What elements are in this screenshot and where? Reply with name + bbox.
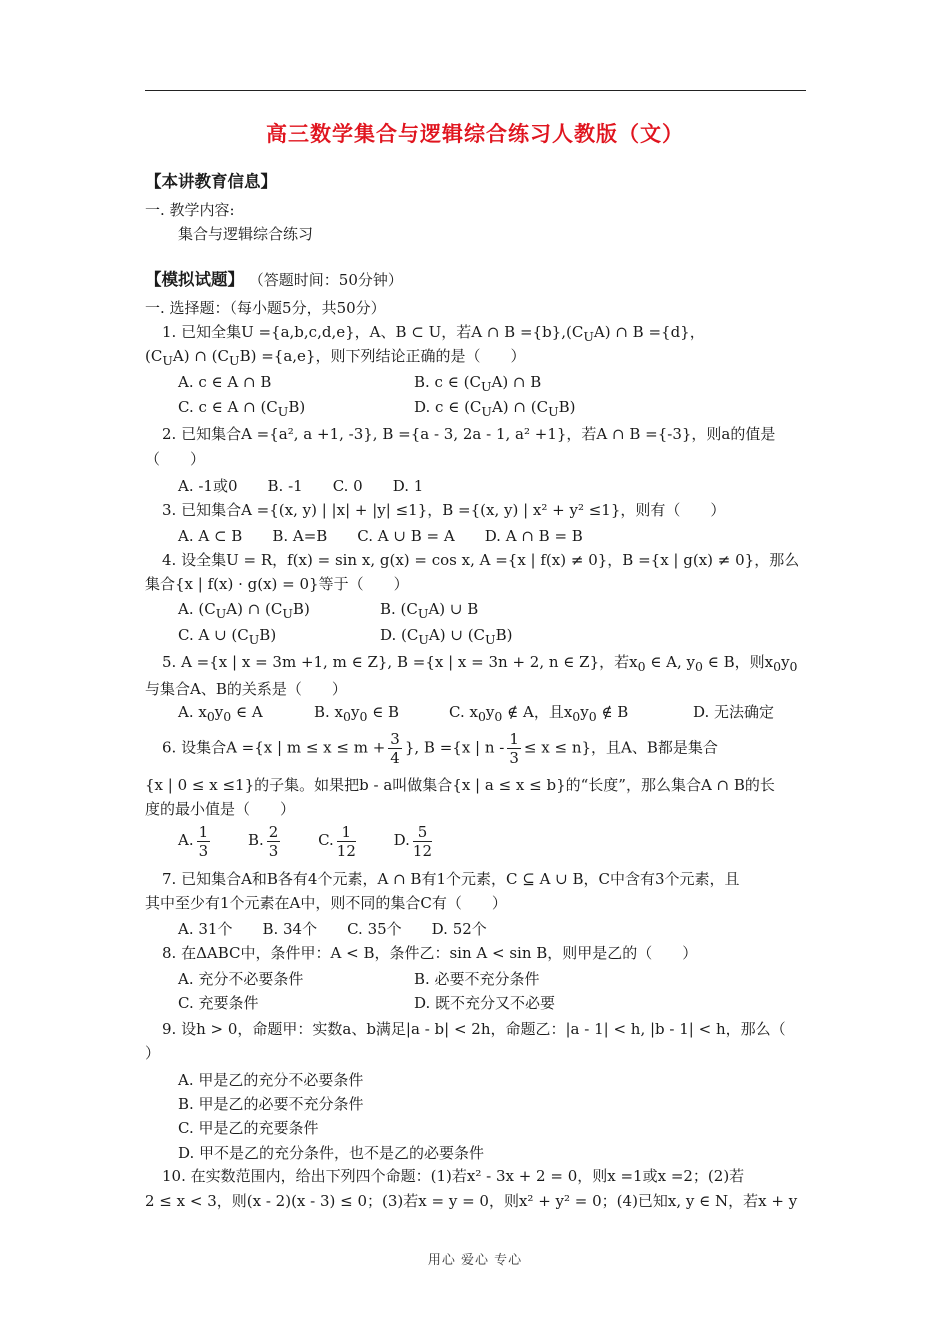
header-rule [145,90,806,91]
part-one-heading: 一. 选择题：（每小题5分，共50分） [145,299,386,317]
q9-option-d: D. 甲不是乙的充分条件，也不是乙的必要条件 [178,1144,485,1162]
q6-options: A. $\frac{1}{3}$ B. $\frac{2}{3}$ C. $\frac{1}{12}$ D. $\frac{5}{12}$ [178,822,433,860]
question-1: 1. 已知全集U ={a,b,c,d,e}，A、B ⊂ U，若A ∩ $B =\{b\},(C_UA)$ ∩ B ={d}， [162,323,705,344]
section-heading-info: 【本讲教育信息】 [145,172,277,191]
question-7-cont: 其中至少有1个元素在A中，则不同的集合C有（ ） [145,894,507,912]
q3-options: A. A ⊂ B B. A=B C. A ∪ B = A D. A ∩ B = B [178,527,583,545]
q8-option-b: B. 必要不充分条件 [414,970,540,988]
question-7: 7. 已知集合A和B各有4个元素，A ∩ B有1个元素，C ⊆ A ∪ B，C中含有3个元素，且 [162,870,740,888]
q9-option-a: A. 甲是乙的充分不必要条件 [178,1071,364,1089]
question-4: 4. 设全集U = R，f(x) = sin x, g(x) = cos x, A ={x | f(x) ≠ 0}，B ={x | g(x) ≠ 0}，那么 [162,551,800,569]
q5-option-d: D. 无法确定 [693,703,775,721]
q2-options: A. -1或0 B. -1 C. 0 D. 1 [178,477,424,495]
fraction-3-4: $\frac{3}{4}$ [390,730,400,767]
question-5-cont: 与集合A、B的关系是（ ） [145,680,347,698]
q7-options: A. 31个 B. 34个 C. 35个 D. 52个 [178,920,487,938]
q4-option-b: B. $(C_UA)$ ∪ B [380,600,479,621]
question-9-cont: ） [145,1044,161,1062]
q1-option-a: A. c ∈ A ∩ B [178,373,272,391]
section-heading-exam: 【模拟试题】 [145,270,244,289]
q6-option-c-frac: $\frac{1}{12}$ [336,822,356,860]
teaching-content-label: 一. 教学内容: [145,201,235,219]
time-note: （答题时间：50分钟） [248,271,403,289]
q6-option-d-frac: $\frac{5}{12}$ [412,822,433,860]
question-5: 5. A ={x | x = 3m +1, m ∈ Z}, B ={x | x = 3n + 2, n ∈ Z}，若$x_0$ ∈ A, $y_0$ ∈ B，则$x_0y_0$ [162,653,798,674]
q8-option-a: A. 充分不必要条件 [178,970,304,988]
q1-option-b: B. c ∈ $(C_UA)$ ∩ B [414,373,542,394]
exam-heading-line [145,270,403,290]
q5-option-b: B. $x_0y_0$ ∈ B [314,703,400,724]
q8-option-c: C. 充要条件 [178,994,259,1012]
page-title: 高三数学集合与逻辑综合练习人教版（文） [266,121,684,146]
q4-option-d: D. $(C_UA)$ ∪ $(C_UB)$ [380,626,513,647]
question-10-cont: 2 ≤ x < 3，则(x - 2)(x - 3) ≤ 0；(3)若x = y = 0，则x² + y² = 0；(4)已知x, y ∈ N，若x + y [145,1192,798,1210]
question-9: 9. 设h > 0，命题甲：实数a、b满足|a - b| < 2h，命题乙：|a - 1| < h, |b - 1| < h，那么（ [162,1020,786,1038]
question-6: 6. 设集合A ={x | m ≤ x ≤ m + $\frac{3}{4}$ }, B ={x | n - $\frac{1}{3}$ ≤ x ≤ n}，且A、B都是集合 [162,730,718,767]
question-8: 8. 在ΔABC中，条件甲：A < B，条件乙：sin A < sin B，则甲是乙的（ ） [162,944,698,962]
question-3: 3. 已知集合A ={(x, y) | |x| + |y| ≤1}，B ={(x, y) | x² + y² ≤1}，则有（ ） [162,501,726,519]
q4-option-c: C. A ∪ $(C_UB)$ [178,626,277,647]
q5-option-a: A. $x_0y_0$ ∈ A [178,703,263,724]
q4-option-a: A. $(C_UA)$ ∩ $(C_UB)$ [178,600,310,621]
q8-option-d: D. 既不充分又不必要 [414,994,556,1012]
q6-option-b-frac: $\frac{2}{3}$ [268,822,279,860]
question-10: 10. 在实数范围内，给出下列四个命题：(1)若x² - 3x + 2 = 0，则x =1或x =2；(2)若 [162,1167,745,1185]
page-footer: 用心 爱心 专心 [427,1253,523,1268]
q9-option-b: B. 甲是乙的必要不充分条件 [178,1095,364,1113]
question-1-cont: $(C_UA)$ ∩ $(C_UB) =\{a,e\}$，则下列结论正确的是（ ） [145,347,526,368]
question-6-cont: {x | 0 ≤ x ≤1}的子集。如果把b - a叫做集合{x | a ≤ x ≤ b}的“长度”，那么集合A ∩ B的长 [145,776,775,794]
fraction-1-3: $\frac{1}{3}$ [509,730,519,767]
q1-option-d: D. c ∈ $(C_UA)$ ∩ $(C_UB)$ [414,398,576,419]
question-2-cont: （ ） [145,450,206,468]
q6-option-a-frac: $\frac{1}{3}$ [198,822,209,860]
question-4-cont: 集合{x | f(x) · g(x) = 0}等于（ ） [145,575,409,593]
q9-option-c: C. 甲是乙的充要条件 [178,1119,319,1137]
q1-option-c: C. c ∈ A ∩ $(C_UB)$ [178,398,306,419]
question-2: 2. 已知集合A ={a², a +1, -3}, B ={a - 3, 2a - 1, a² +1}，若A ∩ B ={-3}，则a的值是 [162,425,776,443]
teaching-content-text: 集合与逻辑综合练习 [178,225,314,243]
question-6-cont2: 度的最小值是（ ） [145,800,296,818]
q5-option-c: C. $x_0y_0$ ∉ A，且$x_0y_0$ ∉ B [449,703,629,724]
